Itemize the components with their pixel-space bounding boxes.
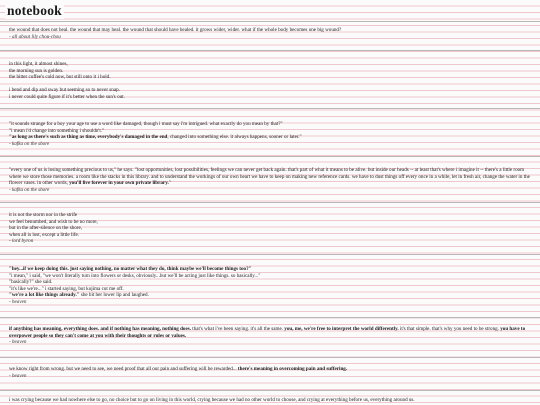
post-attribution[interactable]: - heaven	[9, 298, 27, 305]
quote-emphasis: "we're a lot like things already."	[9, 292, 80, 298]
post-attribution[interactable]: - kafka on the shore	[9, 140, 50, 147]
quote-text: , changed into something else. it always happens, sooner or later."	[167, 134, 302, 140]
poem-line: the morning sun is golden.	[9, 67, 64, 74]
post-6	[9, 266, 533, 305]
post-text: the wound that does not heal. the wound that may heal. the wound that should have healed. it grows wider, wider. what if the whole body becomes one big wound?	[9, 27, 342, 33]
poem-line: but in the after-silence on the shore,	[9, 225, 83, 231]
quote-emphasis: you, me, we're free to interpret the world differently.	[284, 326, 399, 332]
post-4	[9, 167, 533, 193]
quote-line: "it sounds strange for a boy your age to use a word like damaged, though i must say i'm intrigued. what exactly do you mean by that?"	[9, 121, 283, 127]
quote-line: "i mean i'd change into something i shouldn't."	[9, 127, 105, 134]
post-1	[9, 27, 533, 40]
quote-text: we know right from wrong. but we need to see, we need proof that all our pain and suffering will be rewarded...	[9, 366, 238, 372]
post-attribution[interactable]: - all about lily chou-chou	[9, 33, 61, 40]
post-3	[9, 121, 533, 147]
post-attribution[interactable]: - lord byron	[9, 238, 34, 244]
quote-line: "i mean," i said, "we won't literally turn into flowers or desks, obviously...but we'll be acting just like things. so basically..."	[9, 272, 261, 279]
poem-line: the bitter coffee's cold now, but still onto it i hold.	[9, 74, 111, 80]
post-divider	[0, 390, 540, 391]
quote-line: "basically?" she said.	[9, 279, 53, 285]
poem-line: i bend and dip and sway but seeming so to never snap.	[9, 87, 120, 93]
post-divider	[0, 357, 540, 358]
post-divider	[0, 202, 540, 203]
post-attribution[interactable]: - heaven	[9, 372, 27, 379]
post-5	[9, 212, 533, 245]
post-2	[9, 61, 533, 100]
quote-paragraph: i was crying because we had nowhere else to go, no choice but to go on living in this world, crying because we had no other world to choose, and crying at everything before us, everything around us.	[9, 397, 415, 403]
quote-text: that's what i've been saying. it's all the same.	[191, 326, 285, 332]
quote-text: it's that simple. that's why you need to be strong.	[398, 326, 501, 332]
quote-emphasis: you'll live forever in your own private library.	[69, 180, 169, 186]
quote-emphasis: there's meaning in overcoming pain and suffering.	[237, 366, 348, 372]
post-8	[9, 366, 533, 379]
quote-line: "it's like we're..." i started saying, but kojima cut me off.	[9, 285, 124, 292]
quote-emphasis: if anything has meaning, everything does. and if nothing has meaning, nothing does.	[9, 326, 191, 332]
post-7	[9, 326, 533, 346]
quote-text: "every one of us is losing something precious to us," he says. "lost opportunities, lost possibilities, feelings we can never get back again. that's part of what it means to be alive. but inside our heads -- at least that's where i imagine it -- there's a little room where we store those memories. a room like the stacks in this library. and to understand the workings of our own heart we have to keep on making new reference cards. we have to dust things off every once in a while, let in fresh air, change the water in the flower vases. in other words,	[9, 167, 530, 186]
poem-line: in this light, it almost shines,	[9, 61, 68, 67]
quote-text: she bit her lower lip and laughed.	[79, 292, 149, 298]
post-divider	[0, 317, 540, 318]
quote-emphasis: "as long as there's such as thing as time, everybody's damaged in the end	[9, 134, 168, 140]
post-divider	[0, 50, 540, 51]
poem-line: it is not the storm nor in the strife	[9, 212, 78, 218]
post-attribution[interactable]: - heaven	[9, 339, 27, 345]
blog-title[interactable]: notebook	[7, 3, 62, 18]
poem-line: we feel benumbed, and wish to be no more,	[9, 218, 98, 225]
poem-line: when all is lost, except a little life.	[9, 231, 80, 238]
quote-paragraph	[9, 326, 533, 339]
post-divider	[0, 254, 540, 255]
quote-paragraph	[9, 167, 533, 187]
quote-emphasis: "hey...if we keep doing this. just saying nothing, no matter what they do, think maybe we'll become things too?"	[9, 266, 252, 272]
title-divider	[0, 21, 540, 22]
quote-emphasis: you have to overpower people so they can't come at you with their thoughts or rules or values.	[9, 326, 526, 339]
post-divider	[0, 108, 540, 109]
post-attribution[interactable]: - kafka on the shore	[9, 186, 50, 193]
post-9	[9, 397, 533, 405]
quote-text: "	[168, 180, 171, 186]
post-divider	[0, 156, 540, 157]
poem-line: i never could quite figure if it's better when the sun's out.	[9, 93, 125, 100]
